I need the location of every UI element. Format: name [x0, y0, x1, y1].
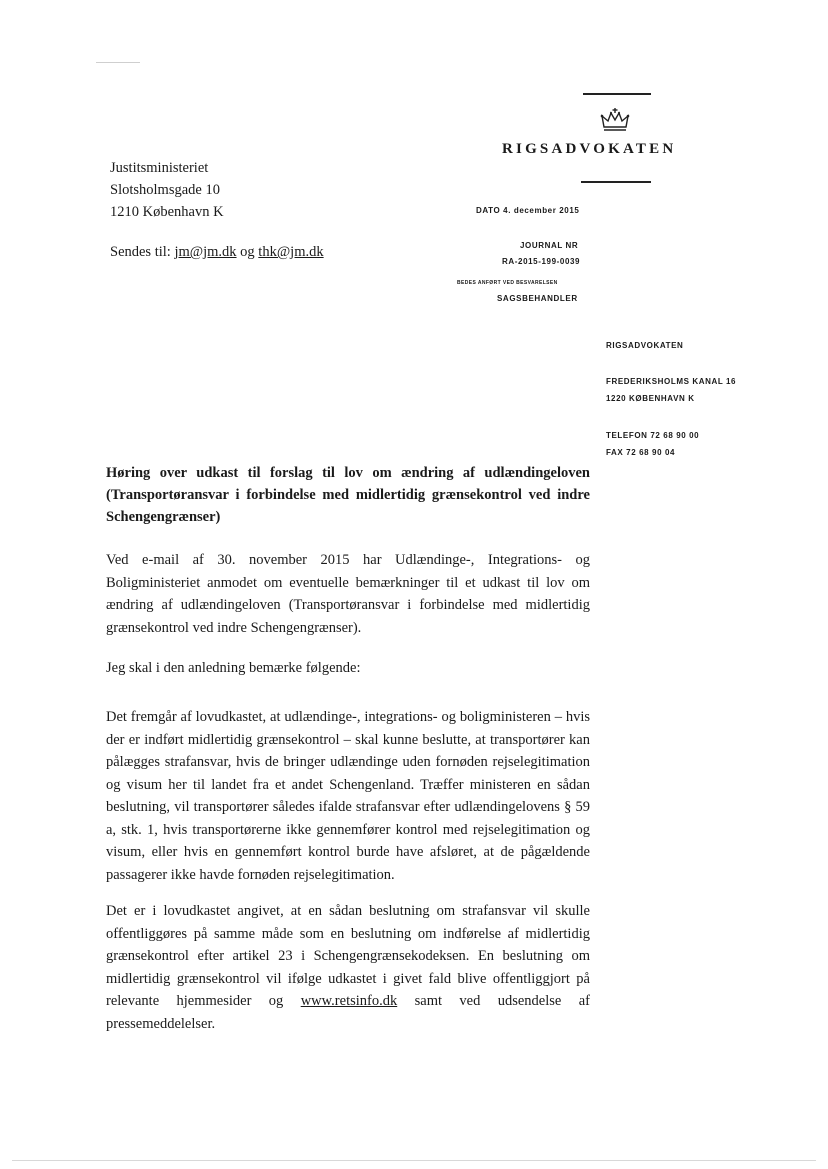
scan-mark [96, 62, 140, 63]
letterhead-rule-bottom [581, 181, 651, 183]
email-link-thk[interactable]: thk@jm.dk [258, 244, 324, 260]
letter-subject: Høring over udkast til forslag til lov om ændring af udlændingeloven (Transportøransvar i forbindelse med midlertidig grænsekontrol ved indre Schengengrænser) [106, 465, 590, 525]
journal-number: RA-2015-199-0039 [502, 257, 581, 266]
case-handler-label: SAGSBEHANDLER [497, 294, 578, 303]
recipient-street: Slotsholmsgade 10 [110, 182, 220, 198]
contact-city: 1220 KØBENHAVN K [606, 394, 695, 403]
paragraph-1: Ved e-mail af 30. november 2015 har Udlændinge-, Integrations- og Boligministeriet anmodet om eventuelle bemærkninger til et udkast til lov om ændring af udlændingeloven (Transportøransvar i forbindelse med midlertidig grænsekontrol ved indre Schengengrænser). [106, 552, 590, 636]
send-to-conjunction: og [236, 244, 259, 260]
page-bottom-rule [12, 1160, 816, 1161]
paragraph-3: Det fremgår af lovudkastet, at udlændinge-, integrations- og boligministeren – hvis der er indført midlertidig grænsekontrol – skal kunne beslutte, at transportører kan pålægges strafansvar, hvis de bringer udlændinge uden fornøden rejselegitimation og visum her til landet fra et andet Schengenland. Træffer ministeren en sådan beslutning, vil transportører således ifalde strafansvar efter udlændingelovens § 59 a, stk. 1, hvis transportørerne ikke gennemfører kontrol med rejselegitimation og visum, eller hvis en gennemført kontrol burde have afsløret, at de pågældende passagerer ikke havde fornøden rejselegitimation. [106, 709, 590, 883]
retsinfo-link[interactable]: www.retsinfo.dk [300, 993, 398, 1009]
send-to-line [110, 244, 324, 261]
contact-fax: FAX 72 68 90 04 [606, 448, 676, 457]
date-field: DATO 4. december 2015 [476, 206, 580, 215]
contact-phone: TELEFON 72 68 90 00 [606, 431, 700, 440]
paragraph-4 [106, 900, 590, 1035]
contact-org: RIGSADVOKATEN [606, 341, 684, 350]
recipient-address [110, 157, 224, 223]
contact-street: FREDERIKSHOLMS KANAL 16 [606, 377, 737, 386]
brand-name: RIGSADVOKATEN [502, 141, 677, 157]
recipient-name: Justitsministeriet [110, 160, 209, 176]
reference-note: BEDES ANFØRT VED BESVARELSEN [457, 280, 558, 286]
paragraph-2: Jeg skal i den anledning bemærke følgende: [106, 660, 361, 676]
email-link-jm[interactable]: jm@jm.dk [174, 244, 237, 260]
paragraph-4-text-b: samt ved udsendelse af pressemeddelelser. [106, 993, 590, 1032]
send-to-label: Sendes til: [110, 244, 175, 260]
crown-icon [598, 107, 632, 133]
letterhead-rule-top [583, 93, 651, 95]
recipient-city: 1210 København K [110, 204, 224, 220]
paragraph-4-text-a: Det er i lovudkastet angivet, at en sådan beslutning om strafansvar vil skulle offentliggøres på samme måde som en beslutning om indførelse af midlertidig grænsekontrol efter artikel 23 i Schengengrænsekodeksen. En beslutning om midlertidig grænsekontrol vil ifølge udkastet i givet fald blive offentliggjort på relevante hjemmesider og [106, 903, 590, 1009]
journal-label: JOURNAL NR [520, 241, 579, 250]
